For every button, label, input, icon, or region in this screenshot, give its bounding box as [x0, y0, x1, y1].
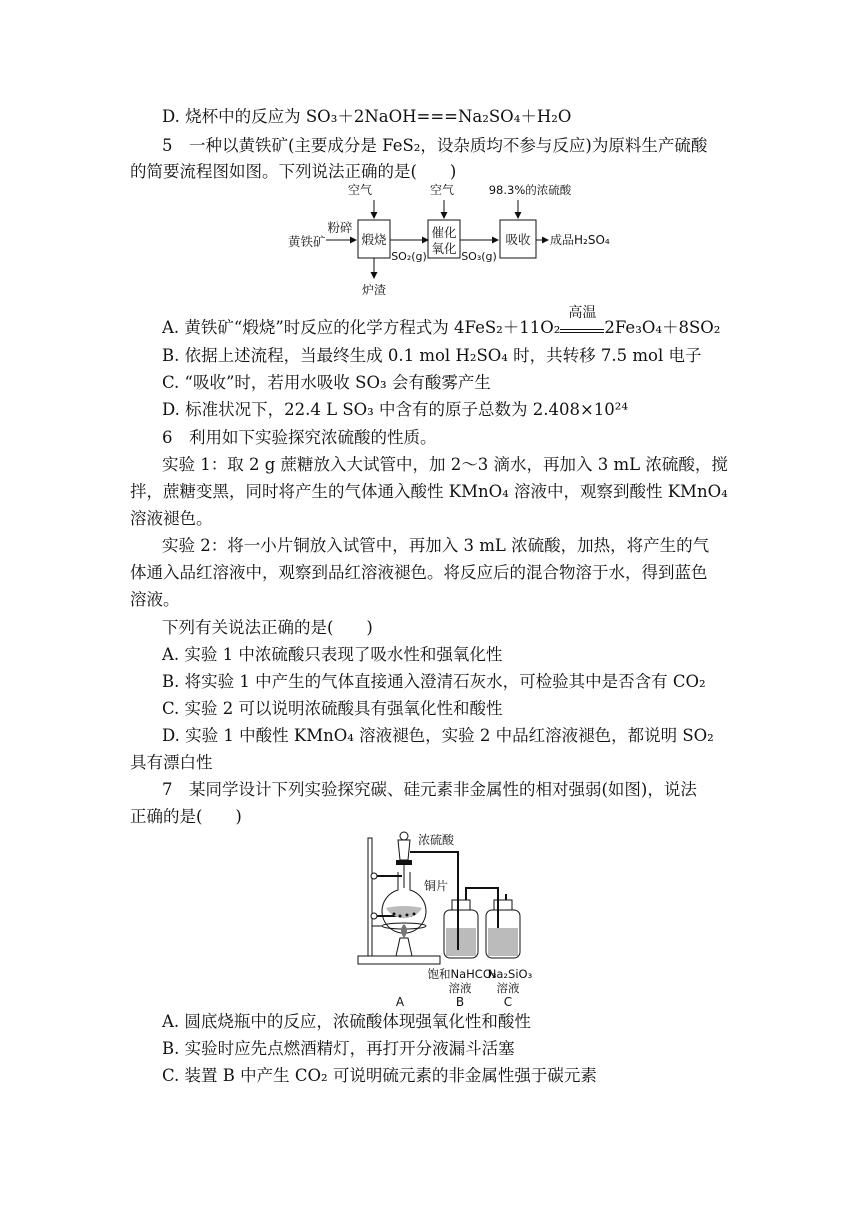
flow-air-1: 空气	[347, 183, 373, 197]
flow-calcine: 煅烧	[361, 232, 387, 247]
flow-catalyst-2: 氧化	[431, 241, 457, 256]
flow-crush: 粉碎	[327, 220, 353, 235]
q5-option-d: D. 标准状况下，22.4 L SO₃ 中含有的原子总数为 2.408×10²⁴	[162, 400, 629, 419]
q5-option-a-tail: 2Fe₃O₄＋8SO₂	[604, 318, 721, 337]
process-flow-diagram	[270, 180, 630, 300]
q6-stem: 6 利用如下实验探究浓硫酸的性质。	[162, 428, 437, 447]
apparatus-label-c: C	[503, 995, 513, 1009]
apparatus-b-solution-1: 饱和NaHCO₃	[427, 967, 497, 981]
q7-option-c: C. 装置 B 中产生 CO₂ 可说明硫元素的非金属性强于碳元素	[162, 1066, 597, 1085]
q7-stem-line1: 7 某同学设计下列实验探究碳、硅元素非金属性的相对强弱(如图)，说法	[162, 780, 697, 799]
flow-so2: SO₂(g)	[391, 250, 427, 263]
q6-exp2-line2: 体通入品红溶液中，观察到品红溶液褪色。将反应后的混合物溶于水，得到蓝色	[130, 563, 708, 582]
flow-acid: 98.3%的浓硫酸	[488, 183, 572, 197]
q6-exp1-line3: 溶液褪色。	[130, 509, 213, 528]
apparatus-b-solution-2: 溶液	[448, 981, 472, 995]
apparatus-acid-label: 浓硫酸	[418, 833, 455, 847]
q6-option-d-line2: 具有漂白性	[130, 753, 213, 772]
flow-air-2: 空气	[429, 183, 455, 197]
q6-option-d-line1: D. 实验 1 中酸性 KMnO₄ 溶液褪色，实验 2 中品红溶液褪色，都说明 SO₂	[162, 726, 714, 745]
q7-option-b: B. 实验时应先点燃酒精灯，再打开分液漏斗活塞	[162, 1039, 515, 1058]
q5-option-a-head: A. 黄铁矿“煅烧”时反应的化学方程式为 4FeS₂＋11O₂	[162, 318, 561, 337]
apparatus-copper-label: 铜片	[424, 879, 449, 893]
flow-catalyst-1: 催化	[431, 225, 457, 240]
q6-exp2-line3: 溶液。	[130, 590, 180, 609]
flow-ore: 黄铁矿	[288, 234, 326, 249]
q7-stem-line2: 正确的是( )	[130, 807, 242, 826]
q6-option-c: C. 实验 2 可以说明浓硫酸具有强氧化性和酸性	[162, 699, 503, 718]
q6-exp1-line2: 拌，蔗糖变黑，同时将产生的气体通入酸性 KMnO₄ 溶液中，观察到酸性 KMnO₄	[130, 482, 728, 501]
q5-option-b: B. 依据上述流程，当最终生成 0.1 mol H₂SO₄ 时，共转移 7.5 mol 电子	[162, 346, 702, 365]
q4-option-d: D. 烧杯中的反应为 SO₃＋2NaOH===Na₂SO₄＋H₂O	[162, 107, 572, 126]
apparatus-label-a: A	[395, 995, 405, 1009]
reaction-condition	[560, 305, 604, 333]
flow-absorb: 吸收	[505, 232, 531, 247]
q5-option-c: C. “吸收”时，若用水吸收 SO₃ 会有酸雾产生	[162, 373, 491, 392]
apparatus-c-solution-2: 溶液	[496, 981, 520, 995]
q5-option-a	[162, 305, 721, 339]
q6-exp1-line1: 实验 1：取 2 g 蔗糖放入大试管中，加 2～3 滴水，再加入 3 mL 浓硫酸，搅	[162, 455, 728, 474]
apparatus-label-b: B	[455, 995, 465, 1009]
q7-option-a: A. 圆底烧瓶中的反应，浓硫酸体现强氧化性和酸性	[162, 1012, 531, 1031]
flow-so3: SO₃(g)	[461, 250, 497, 263]
q5-stem-line1: 5 一种以黄铁矿(主要成分是 FeS₂，设杂质均不参与反应)为原料生产硫酸	[162, 136, 708, 155]
reaction-condition-label: 高温	[568, 305, 597, 321]
q6-option-a: A. 实验 1 中浓硫酸只表现了吸水性和强氧化性	[162, 645, 503, 664]
flow-product: 成品H₂SO₄	[550, 233, 610, 247]
flow-slag: 炉渣	[361, 283, 387, 297]
q5-stem-line2: 的简要流程图如图。下列说法正确的是( )	[130, 162, 457, 181]
q6-exp2-line1: 实验 2：将一小片铜放入试管中，再加入 3 mL 浓硫酸，加热，将产生的气	[162, 536, 710, 555]
apparatus-diagram	[352, 828, 562, 1010]
apparatus-c-solution-1: Na₂SiO₃	[487, 967, 533, 981]
q6-option-b: B. 将实验 1 中产生的气体直接通入澄清石灰水，可检验其中是否含有 CO₂	[162, 672, 706, 691]
q6-prompt: 下列有关说法正确的是( )	[162, 618, 373, 637]
